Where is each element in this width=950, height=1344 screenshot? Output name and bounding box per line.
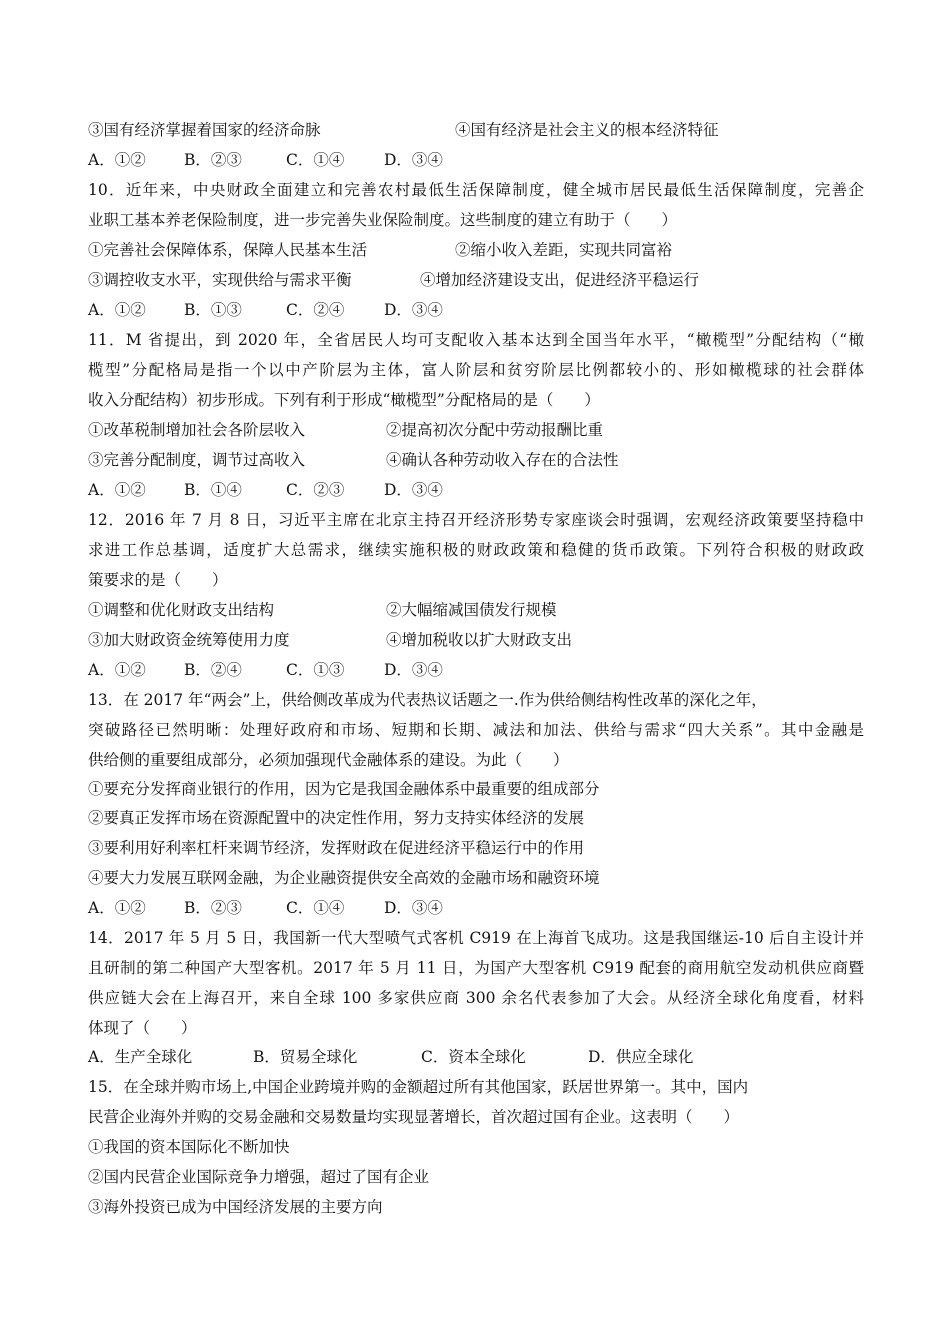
q11-option-4: ④确认各种劳动收入存在的合法性 (386, 451, 619, 469)
q9-choice-a: A．①② (88, 151, 146, 169)
q11-stem-line-1: 11．M 省提出，到 2020 年，全省居民人均可支配收入基本达到全国当年水平，“橄榄型”分配结构（“橄 (88, 331, 864, 349)
q12-choices (88, 660, 443, 680)
q9-choice-b: B．②③ (184, 151, 242, 169)
q10-choice-a: A．①② (88, 301, 146, 319)
q14-choice-a: A．生产全球化 (88, 1048, 193, 1066)
q12-option-2: ②大幅缩减国债发行规模 (386, 601, 557, 619)
q14-stem-line-4: 体现了（ ） (88, 1019, 197, 1037)
q13-stem-line-1: 13．在 2017 年“两会”上，供给侧改革成为代表热议话题之一.作为供给侧结构性改革的深化之年， (88, 691, 767, 709)
q15-option-3: ③海外投资已成为中国经济发展的主要方向 (88, 1198, 383, 1216)
q13-choice-c: C．①④ (286, 899, 345, 917)
q14-stem-line-3: 供应链大会在上海召开，来自全球 100 多家供应商 300 余名代表参加了大会。从经济全球化角度看，材料 (88, 989, 864, 1007)
q14-choice-c: C．资本全球化 (421, 1048, 526, 1066)
q9-options-row-2 (88, 120, 719, 140)
q15-stem-line-1: 15．在全球并购市场上,中国企业跨境并购的金额超过所有其他国家，跃居世界第一。其中，国内 (88, 1078, 749, 1096)
q14-choice-d: D．供应全球化 (588, 1048, 694, 1066)
q12-choice-d: D．③④ (384, 661, 443, 679)
q13-stem-line-2: 突破路径已然明晰：处理好政府和市场、短期和长期、减法和加法、供给与需求“四大关系”。其中金融是 (88, 721, 864, 739)
q12-choice-a: A．①② (88, 661, 146, 679)
q11-options-row-1 (88, 420, 604, 440)
q13-option-4: ④要大力发展互联网金融，为企业融资提供安全高效的金融市场和融资环境 (88, 869, 600, 887)
q12-stem-line-2: 求进工作总基调，适度扩大总需求，继续实施积极的财政政策和稳健的货币政策。下列符合积极的财政政 (88, 541, 864, 559)
q9-choice-c: C．①④ (286, 151, 345, 169)
q9-choices (88, 150, 443, 170)
q15-stem-line-2: 民营企业海外并购的交易金融和交易数量均实现显著增长，首次超过国有企业。这表明（ ） (88, 1108, 740, 1126)
q10-option-1: ①完善社会保障体系，保障人民基本生活 (88, 241, 368, 259)
q13-choice-a: A．①② (88, 899, 146, 917)
q12-options-row-2 (88, 630, 573, 650)
q10-stem-line-1: 10．近年来，中央财政全面建立和完善农村最低生活保障制度，健全城市居民最低生活保障制度，完善企 (88, 181, 864, 199)
q11-choice-b: B．①④ (184, 481, 242, 499)
q13-option-2: ②要真正发挥市场在资源配置中的决定性作用，努力支持实体经济的发展 (88, 809, 585, 827)
q13-option-1: ①要充分发挥商业银行的作用，因为它是我国金融体系中最重要的组成部分 (88, 780, 600, 798)
q12-stem-line-3: 策要求的是（ ） (88, 571, 228, 589)
q10-choice-d: D．③④ (384, 301, 443, 319)
q9-option-4: ④国有经济是社会主义的根本经济特征 (455, 121, 719, 139)
q10-stem-line-2: 业职工基本养老保险制度，进一步完善失业保险制度。这些制度的建立有助于（ ） (88, 211, 678, 229)
q13-choice-d: D．③④ (384, 899, 443, 917)
q14-choices (88, 1047, 693, 1067)
q11-stem-line-2: 榄型”分配格局是指一个以中产阶层为主体，富人阶层和贫穷阶层比例都较小的、形如橄榄球的社会群体 (88, 361, 864, 379)
q9-option-3: ③国有经济掌握着国家的经济命脉 (88, 121, 321, 139)
q10-options-row-2 (88, 270, 700, 290)
q13-choice-b: B．②③ (184, 899, 242, 917)
q11-option-3: ③完善分配制度，调节过高收入 (88, 451, 306, 469)
q11-options-row-2 (88, 450, 619, 470)
q12-stem-line-1: 12．2016 年 7 月 8 日，习近平主席在北京主持召开经济形势专家座谈会时强调，宏观经济政策要坚持稳中 (88, 511, 864, 529)
q9-choice-d: D．③④ (384, 151, 443, 169)
q10-choices (88, 300, 443, 320)
q12-option-3: ③加大财政资金统筹使用力度 (88, 631, 290, 649)
q13-stem-line-3: 供给侧的重要组成部分，必须加强现代金融体系的建设。为此（ ） (88, 751, 569, 769)
q11-stem-line-3: 收入分配结构）初步形成。下列有利于形成“橄榄型”分配格局的是（ ） (88, 391, 600, 409)
q10-option-3: ③调控收支水平，实现供给与需求平衡 (88, 271, 352, 289)
q11-option-2: ②提高初次分配中劳动报酬比重 (386, 421, 604, 439)
q10-options-row-1 (88, 240, 673, 260)
q11-choice-d: D．③④ (384, 481, 443, 499)
q14-stem-line-1: 14．2017 年 5 月 5 日，我国新一代大型喷气式客机 C919 在上海首飞成功。这是我国继运-10 后自主设计并 (88, 929, 864, 947)
q10-choice-b: B．①③ (184, 301, 242, 319)
q10-option-2: ②缩小收入差距，实现共同富裕 (455, 241, 673, 259)
q15-option-1: ①我国的资本国际化不断加快 (88, 1138, 290, 1156)
q12-choice-b: B．②④ (184, 661, 242, 679)
q12-option-1: ①调整和优化财政支出结构 (88, 601, 275, 619)
q11-option-1: ①改革税制增加社会各阶层收入 (88, 421, 306, 439)
q11-choice-c: C．②③ (286, 481, 345, 499)
q12-options-row-1 (88, 600, 557, 620)
q14-choice-b: B．贸易全球化 (253, 1048, 358, 1066)
q11-choice-a: A．①② (88, 481, 146, 499)
q11-choices (88, 480, 443, 500)
q13-option-3: ③要利用好利率杠杆来调节经济，发挥财政在促进经济平稳运行中的作用 (88, 839, 585, 857)
q14-stem-line-2: 且研制的第二种国产大型客机。2017 年 5 月 11 日，为国产大型客机 C919 配套的商用航空发动机供应商暨 (88, 959, 864, 977)
q15-option-2: ②国内民营企业国际竞争力增强，超过了国有企业 (88, 1168, 430, 1186)
q10-option-4: ④增加经济建设支出，促进经济平稳运行 (420, 271, 700, 289)
q12-option-4: ④增加税收以扩大财政支出 (386, 631, 573, 649)
q12-choice-c: C．①③ (286, 661, 345, 679)
q13-choices (88, 898, 443, 918)
q10-choice-c: C．②④ (286, 301, 345, 319)
